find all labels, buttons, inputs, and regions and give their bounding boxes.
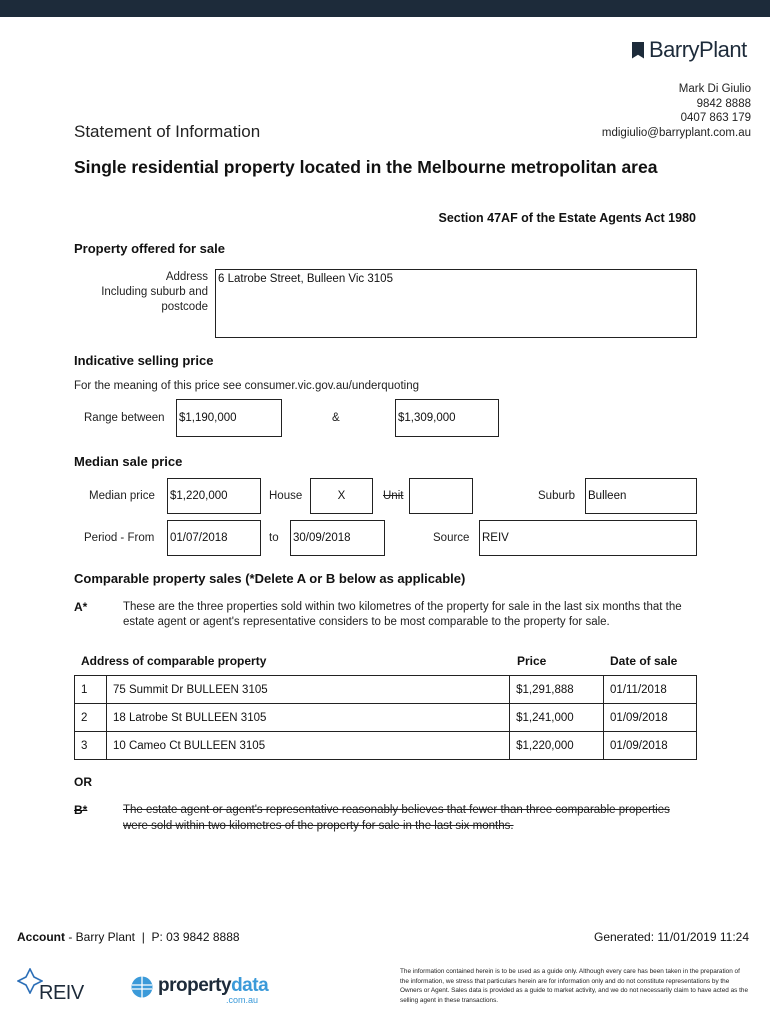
address-label-line-1: Address (165, 271, 208, 283)
row-price[interactable]: $1,241,000 (510, 704, 604, 732)
row-address[interactable]: 10 Cameo Ct BULLEEN 3105 (106, 732, 509, 760)
agent-contact (602, 82, 751, 140)
generated-timestamp: Generated: 11/01/2019 11:24 (593, 930, 749, 944)
house-label: House (269, 490, 303, 502)
row-number: 1 (75, 676, 107, 704)
account-details: - Barry Plant | P: 03 9842 8888 (65, 930, 240, 944)
table-row (75, 676, 697, 704)
address-label-line-3: postcode (161, 301, 208, 313)
option-a-marker: A* (74, 600, 88, 614)
source-field[interactable]: REIV (479, 520, 697, 556)
row-date[interactable]: 01/09/2018 (604, 732, 697, 760)
barryplant-logo (632, 37, 747, 63)
disclaimer-text: The information contained herein is to be used as a guide only. Although every care has been taken in the preparation of the information, we stress that particulars herein are for information only and do not constitute representations by the Owners or Agent. Sales data is provided as a guide to market activity, and we do not necessarily claim to have acted as the selling agent in these transactions. (400, 968, 749, 1004)
account-label: Account (17, 930, 65, 944)
period-to-field[interactable]: 30/09/2018 (290, 520, 385, 556)
row-address[interactable]: 75 Summit Dr BULLEEN 3105 (106, 676, 509, 704)
source-label: Source (433, 532, 470, 544)
row-date[interactable]: 01/09/2018 (604, 704, 697, 732)
propertydata-wordmark (158, 975, 268, 997)
propertydata-part-1: property (158, 975, 232, 996)
suburb-field[interactable]: Bulleen (585, 478, 697, 514)
row-price[interactable]: $1,220,000 (510, 732, 604, 760)
range-ampersand: & (332, 412, 340, 424)
period-from-field[interactable]: 01/07/2018 (167, 520, 261, 556)
flag-icon (632, 42, 644, 59)
row-price[interactable]: $1,291,888 (510, 676, 604, 704)
range-label: Range between (84, 412, 165, 424)
row-number: 2 (75, 704, 107, 732)
option-a-text: These are the three properties sold within two kilometres of the property for sale in the last six months that the estate agent or agent's representative considers to be most comparable to the property for sale. (123, 601, 682, 628)
period-to-label: to (269, 532, 279, 544)
range-low-field[interactable]: $1,190,000 (176, 399, 282, 437)
median-price-label: Median price (89, 490, 155, 502)
option-b-marker: B* (74, 803, 88, 817)
row-address[interactable]: 18 Latrobe St BULLEEN 3105 (106, 704, 509, 732)
address-label (101, 270, 208, 315)
or-divider: OR (74, 775, 92, 789)
agent-phone-1: 9842 8888 (696, 97, 751, 110)
median-price-field[interactable]: $1,220,000 (167, 478, 261, 514)
comparable-table (74, 675, 697, 760)
median-heading: Median sale price (74, 454, 183, 469)
row-date[interactable]: 01/11/2018 (604, 676, 697, 704)
period-label: Period - From (84, 532, 155, 544)
top-bar (0, 0, 770, 17)
unit-label: Unit (383, 490, 404, 502)
propertydata-domain: .com.au (226, 995, 259, 1005)
address-label-line-2: Including suburb and (101, 286, 208, 298)
agent-name: Mark Di Giulio (678, 83, 751, 95)
col-address-header: Address of comparable property (81, 654, 267, 668)
propertydata-globe-icon (130, 975, 154, 999)
brand-name: BarryPlant (649, 37, 747, 62)
doc-title: Statement of Information (74, 122, 261, 141)
col-date-header: Date of sale (610, 654, 678, 668)
reiv-text: REIV (39, 982, 84, 1004)
range-high-field[interactable]: $1,309,000 (395, 399, 499, 437)
reiv-logo (17, 968, 92, 1004)
section-reference: Section 47AF of the Estate Agents Act 1980 (438, 211, 696, 225)
agent-phone-2: 0407 863 179 (680, 112, 751, 124)
suburb-label: Suburb (538, 490, 576, 502)
table-row (75, 704, 697, 732)
row-number: 3 (75, 732, 107, 760)
comparable-heading: Comparable property sales (*Delete A or B below as applicable) (74, 571, 466, 586)
table-row (75, 732, 697, 760)
house-field[interactable]: X (310, 478, 373, 514)
account-line (17, 930, 240, 944)
indicative-note: For the meaning of this price see consumer.vic.gov.au/underquoting (74, 380, 419, 392)
unit-field[interactable] (409, 478, 473, 514)
option-b-text: The estate agent or agent's representative reasonably believes that fewer than three comparable properties were sold within two kilometres of the property for sale in the last six months. (123, 804, 670, 832)
main-title: Single residential property located in the Melbourne metropolitan area (74, 157, 658, 177)
agent-email[interactable]: mdigiulio@barryplant.com.au (601, 126, 751, 139)
propertydata-logo (130, 973, 270, 1005)
property-heading: Property offered for sale (74, 241, 225, 256)
col-price-header: Price (517, 654, 547, 668)
propertydata-part-2: data (231, 975, 269, 996)
indicative-heading: Indicative selling price (74, 353, 214, 368)
address-field[interactable]: 6 Latrobe Street, Bulleen Vic 3105 (215, 269, 697, 338)
